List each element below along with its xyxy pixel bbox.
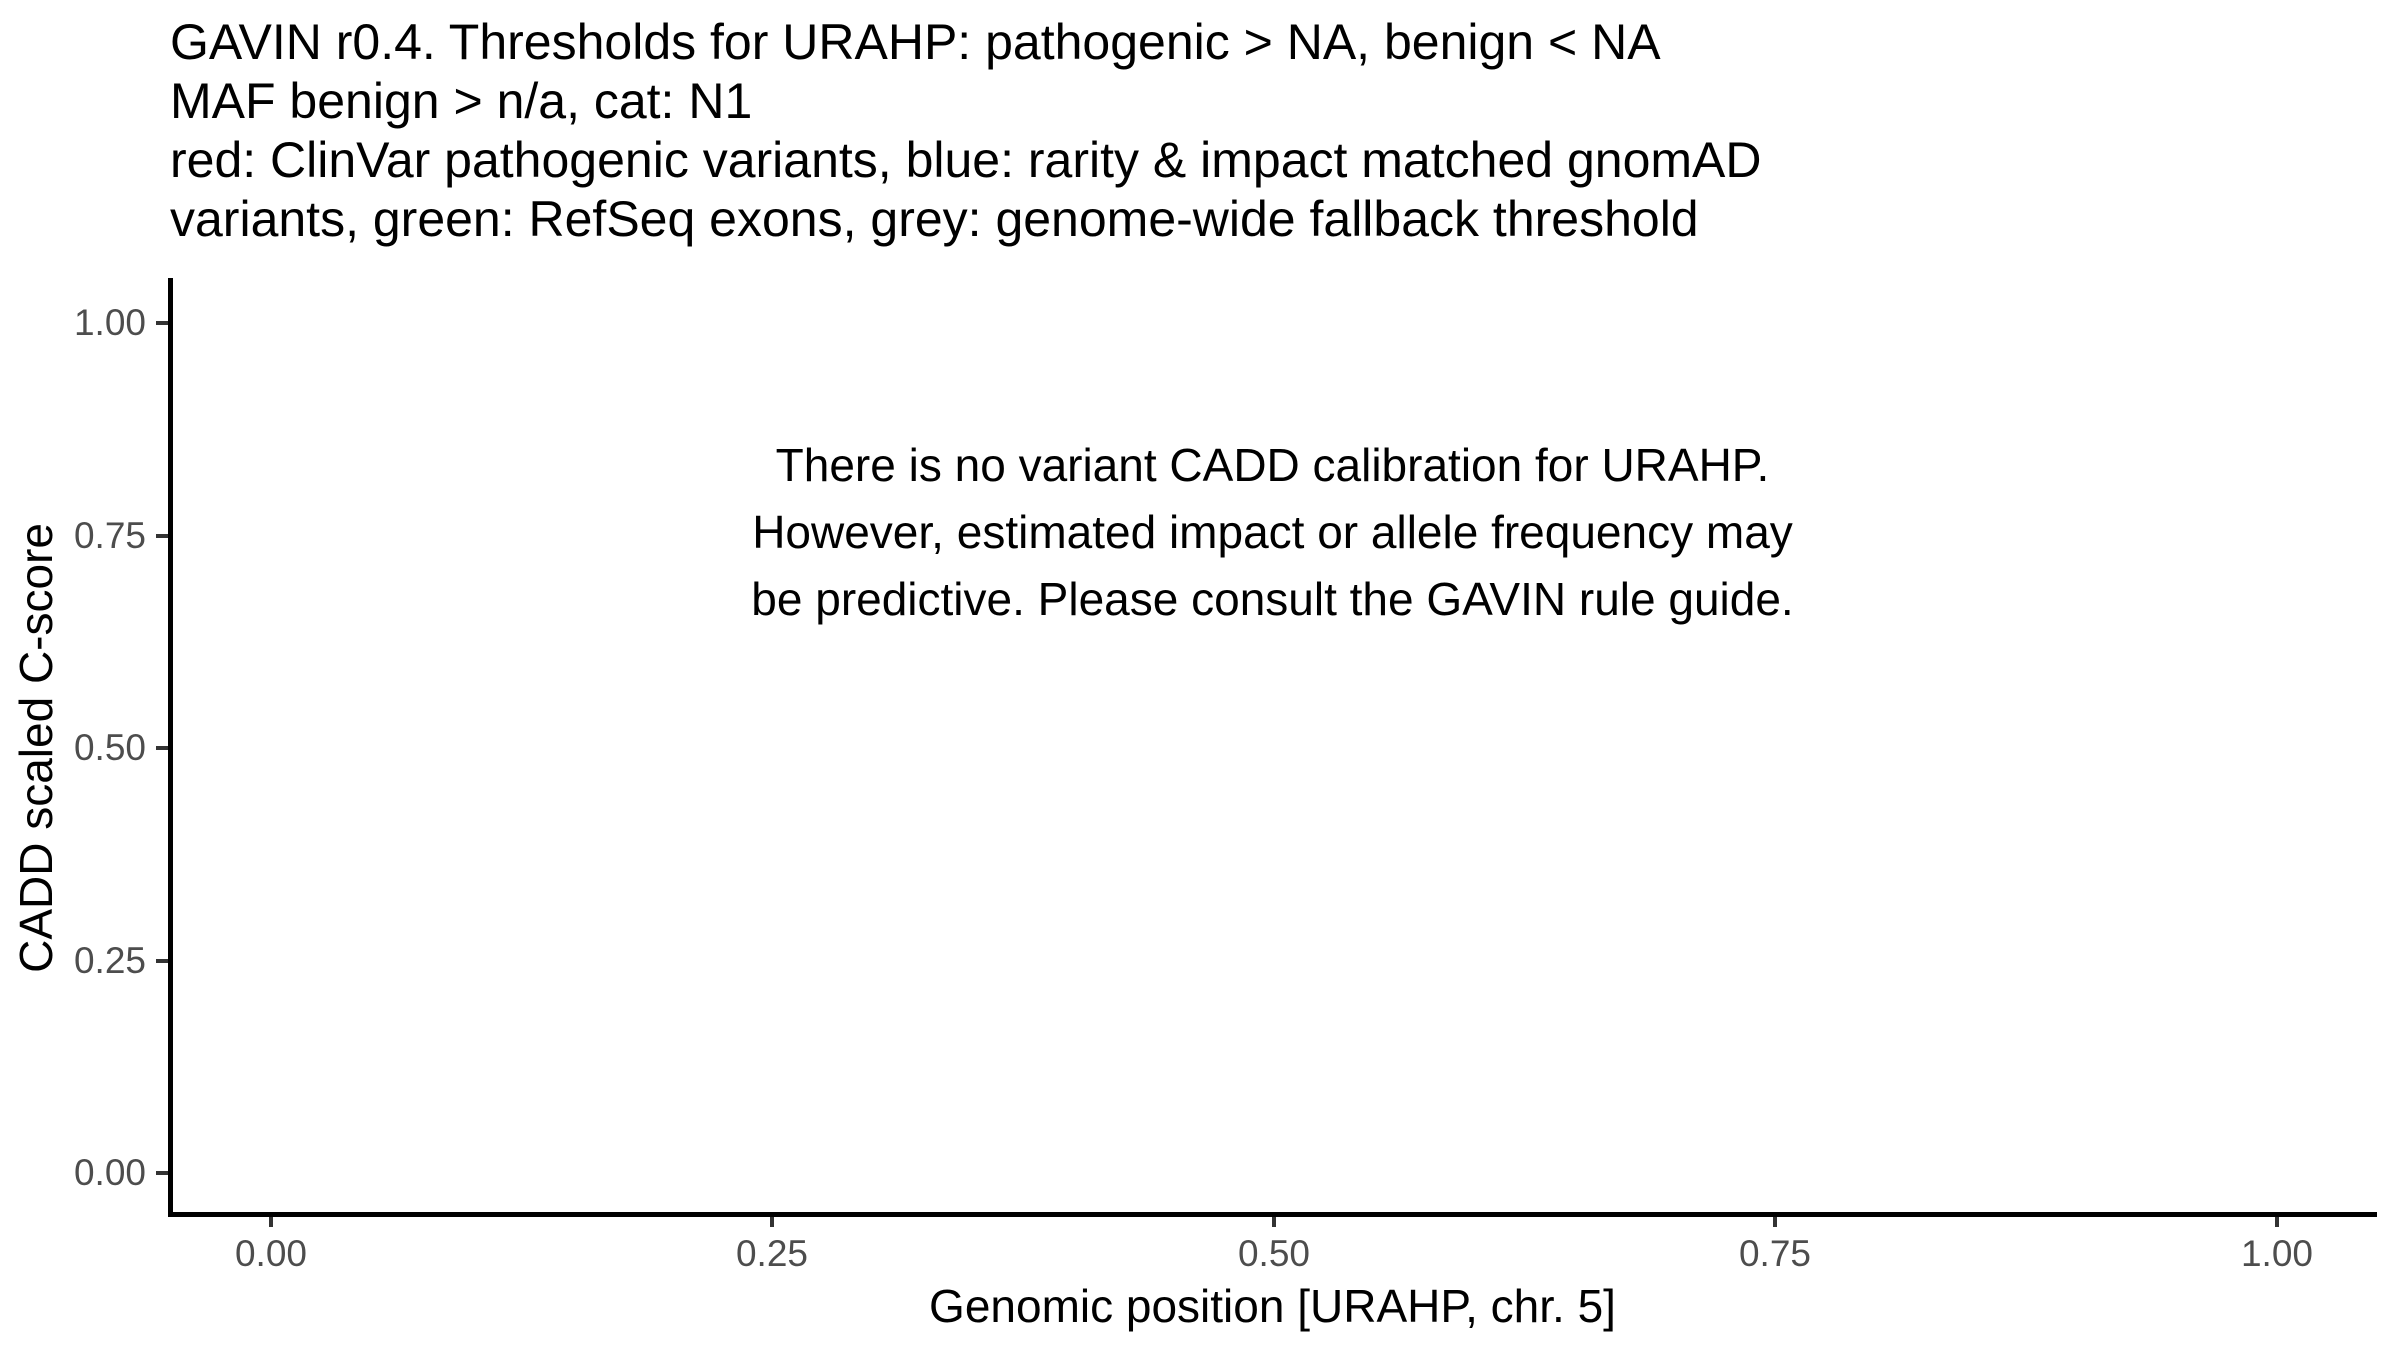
plot-title-line-4: variants, green: RefSeq exons, grey: genome-wide fallback threshold	[170, 191, 1699, 247]
y-axis-title-text: CADD scaled C-score	[10, 522, 62, 973]
x-tick-mark-1-00	[2275, 1217, 2279, 1227]
y-tick-label-1-00: 1.00	[73, 302, 146, 343]
y-tick-label-0-50: 0.50	[73, 727, 146, 768]
plot-title-line-3: red: ClinVar pathogenic variants, blue: rarity & impact matched gnomAD	[170, 132, 1762, 188]
x-tick-label-0-00: 0.00	[234, 1233, 307, 1274]
y-axis-title	[8, 278, 64, 1217]
y-tick-label-0-25: 0.25	[73, 940, 146, 981]
annotation-line-3: be predictive. Please consult the GAVIN rule guide.	[751, 573, 1794, 625]
plot-title-line-2: MAF benign > n/a, cat: N1	[170, 73, 753, 129]
y-tick-mark-1-00	[156, 321, 168, 325]
x-tick-label-1-00: 1.00	[2240, 1233, 2313, 1274]
y-tick-mark-0-25	[156, 959, 168, 963]
x-tick-mark-0-75	[1773, 1217, 1777, 1227]
plot-title	[170, 13, 1761, 249]
y-tick-mark-0-75	[156, 534, 168, 538]
y-tick-label-0-00: 0.00	[73, 1152, 146, 1193]
x-tick-label-0-25: 0.25	[735, 1233, 808, 1274]
x-tick-mark-0-50	[1272, 1217, 1276, 1227]
y-axis-line	[168, 278, 173, 1217]
y-tick-mark-0-50	[156, 746, 168, 750]
plot-title-line-1: GAVIN r0.4. Thresholds for URAHP: pathogenic > NA, benign < NA	[170, 14, 1661, 70]
y-tick-label-0-75: 0.75	[73, 515, 146, 556]
y-tick-mark-0-00	[156, 1171, 168, 1175]
x-axis-title: Genomic position [URAHP, chr. 5]	[929, 1280, 1616, 1332]
x-tick-label-0-75: 0.75	[1738, 1233, 1811, 1274]
annotation-line-1: There is no variant CADD calibration for URAHP.	[775, 439, 1770, 491]
no-calibration-annotation	[168, 432, 2377, 633]
x-tick-mark-0-25	[770, 1217, 774, 1227]
x-tick-label-0-50: 0.50	[1237, 1233, 1310, 1274]
x-tick-mark-0-00	[269, 1217, 273, 1227]
annotation-line-2: However, estimated impact or allele frequency may	[752, 506, 1793, 558]
